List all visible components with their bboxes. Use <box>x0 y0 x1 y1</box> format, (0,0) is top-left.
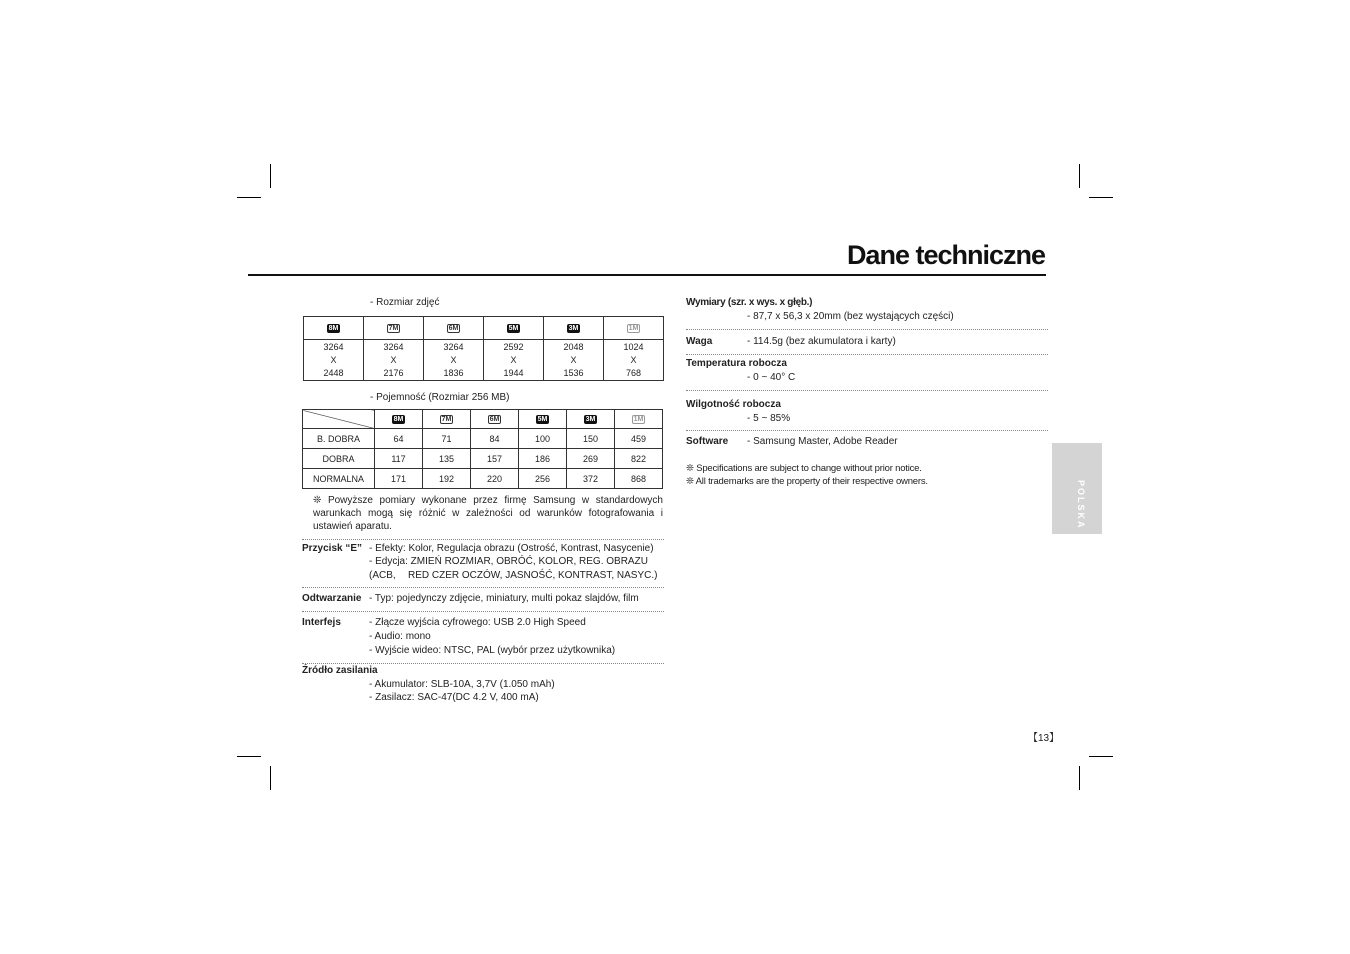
table-cell: 71 <box>423 429 471 449</box>
table-cell: 868 <box>615 469 663 489</box>
size-8m-icon: 8M <box>393 416 404 424</box>
spec-value: - 0 ~ 40° C <box>747 372 796 383</box>
spec-value: - Złącze wyjścia cyfrowego: USB 2.0 High Speed <box>369 617 586 628</box>
divider <box>302 539 664 540</box>
crop-mark <box>1079 766 1080 790</box>
capacity-corner-cell <box>303 410 375 429</box>
spec-value: - Zasilacz: SAC-47(DC 4.2 V, 400 mA) <box>369 692 539 703</box>
crop-mark <box>1089 197 1113 198</box>
spec-label: Wilgotność robocza <box>686 399 781 410</box>
size-5m-icon: 5M <box>508 324 519 332</box>
size-3m-cell <box>544 317 604 340</box>
size-6m-icon: 6M <box>489 416 500 424</box>
cap-7m-cell <box>423 410 471 429</box>
size-value-cell: 3264 X 1836 <box>424 340 484 381</box>
row-label: B. DOBRA <box>303 429 375 449</box>
spec-value: - 5 ~ 85% <box>747 413 791 424</box>
divider <box>686 430 1048 431</box>
spec-power <box>302 664 664 708</box>
spec-value: - Edycja: ZMIEŃ ROZMIAR, OBRÓĆ, KOLOR, REG. OBRAZU (ACB, <box>369 556 648 581</box>
divider <box>302 611 664 612</box>
table-cell: 171 <box>375 469 423 489</box>
table-row <box>303 429 663 449</box>
spec-label: Źródło zasilania <box>302 665 378 676</box>
size-5m-icon: 5M <box>537 416 548 424</box>
size-8m-cell <box>304 317 364 340</box>
size-6m-icon: 6M <box>448 324 459 332</box>
crop-mark <box>237 756 261 757</box>
table-cell: 100 <box>519 429 567 449</box>
page-title: Dane techniczne <box>846 240 1045 270</box>
spec-interface <box>302 616 664 660</box>
table-cell: 269 <box>567 449 615 469</box>
size-value-cell: 1024 X 768 <box>604 340 664 381</box>
size-value-cell: 3264 X 2176 <box>364 340 424 381</box>
spec-value: - Audio: mono <box>369 631 431 642</box>
spec-value: - Akumulator: SLB-10A, 3,7V (1.050 mAh) <box>369 679 555 690</box>
crop-mark <box>270 766 271 790</box>
crop-mark <box>1079 164 1080 188</box>
capacity-table <box>302 409 663 489</box>
trademark-note: ❊ All trademarks are the property of their respective owners. <box>686 476 928 487</box>
size-1m-icon: 1M <box>633 416 644 424</box>
crop-mark <box>1089 756 1113 757</box>
size-5m-cell <box>484 317 544 340</box>
size-7m-cell <box>364 317 424 340</box>
size-3m-icon: 3M <box>568 324 579 332</box>
size-1m-cell <box>604 317 664 340</box>
crop-mark <box>270 164 271 188</box>
size-7m-icon: 7M <box>388 324 399 332</box>
size-7m-icon: 7M <box>441 416 452 424</box>
table-cell: 117 <box>375 449 423 469</box>
spec-playback <box>302 592 664 608</box>
measurement-note: ❊ Powyższe pomiary wykonane przez firmę Samsung w standardowych warunkach mogą się różnić w zależności od warunków fotografowania i ustawień aparatu. <box>313 495 663 532</box>
table-cell: 220 <box>471 469 519 489</box>
capacity-caption: - Pojemność (Rozmiar 256 MB) <box>370 392 510 403</box>
table-cell: 822 <box>615 449 663 469</box>
row-label: NORMALNA <box>303 469 375 489</box>
table-cell: 157 <box>471 449 519 469</box>
cap-8m-cell <box>375 410 423 429</box>
spec-value: - Samsung Master, Adobe Reader <box>747 436 898 447</box>
size-value-cell: 2592 X 1944 <box>484 340 544 381</box>
spec-label: Temperatura robocza <box>686 358 787 369</box>
spec-software <box>686 435 1048 451</box>
size-value-cell: 2048 X 1536 <box>544 340 604 381</box>
divider <box>686 329 1048 330</box>
size-6m-cell <box>424 317 484 340</box>
table-row <box>303 449 663 469</box>
spec-label: Przycisk “E” <box>302 543 363 554</box>
spec-dimensions <box>686 296 1048 326</box>
photo-size-caption: - Rozmiar zdjęć <box>370 297 440 308</box>
spec-humidity <box>686 398 1048 428</box>
cap-5m-cell <box>519 410 567 429</box>
table-cell: 256 <box>519 469 567 489</box>
size-3m-icon: 3M <box>585 416 596 424</box>
spec-label: Interfejs <box>302 617 341 628</box>
cap-1m-cell <box>615 410 663 429</box>
size-8m-icon: 8M <box>328 324 339 332</box>
spec-label: Waga <box>686 336 713 347</box>
size-value-cell: 3264 X 2448 <box>304 340 364 381</box>
row-label: DOBRA <box>303 449 375 469</box>
cap-6m-cell <box>471 410 519 429</box>
table-cell: 84 <box>471 429 519 449</box>
table-cell: 192 <box>423 469 471 489</box>
cap-3m-cell <box>567 410 615 429</box>
table-row <box>303 469 663 489</box>
language-label: POLSKA <box>1076 480 1086 530</box>
title-rule <box>248 274 1046 276</box>
spec-value: - 87,7 x 56,3 x 20mm (bez wystających części) <box>747 311 954 322</box>
divider <box>302 587 664 588</box>
photo-size-table <box>303 316 664 381</box>
table-cell: 186 <box>519 449 567 469</box>
table-cell: 459 <box>615 429 663 449</box>
spec-value: - Wyjście wideo: NTSC, PAL (wybór przez użytkownika) <box>369 645 616 656</box>
page-number: 【13】 <box>1028 733 1060 744</box>
divider <box>686 354 1048 355</box>
spec-label: Wymiary (szr. x wys. x głęb.) <box>686 297 813 308</box>
spec-label: Odtwarzanie <box>302 593 362 604</box>
table-cell: 135 <box>423 449 471 469</box>
table-cell: 372 <box>567 469 615 489</box>
spec-change-note: ❊ Specifications are subject to change without prior notice. <box>686 463 922 474</box>
spec-label: Software <box>686 436 729 447</box>
size-1m-icon: 1M <box>628 324 639 332</box>
crop-mark <box>237 197 261 198</box>
spec-weight <box>686 335 1048 351</box>
spec-value: - Typ: pojedynczy zdjęcie, miniatury, multi pokaz slajdów, film <box>369 593 639 604</box>
spec-temperature <box>686 357 1048 387</box>
spec-value: RED CZER OCZÓW, JASNOŚĆ, KONTRAST, NASYC.) <box>408 570 658 581</box>
spec-e-button <box>302 542 664 586</box>
table-cell: 150 <box>567 429 615 449</box>
spec-value: - Efekty: Kolor, Regulacja obrazu (Ostrość, Kontrast, Nasycenie) <box>369 543 654 554</box>
divider <box>686 390 1048 391</box>
table-cell: 64 <box>375 429 423 449</box>
spec-value: - 114.5g (bez akumulatora i karty) <box>747 336 896 347</box>
language-side-tab <box>1052 443 1102 534</box>
